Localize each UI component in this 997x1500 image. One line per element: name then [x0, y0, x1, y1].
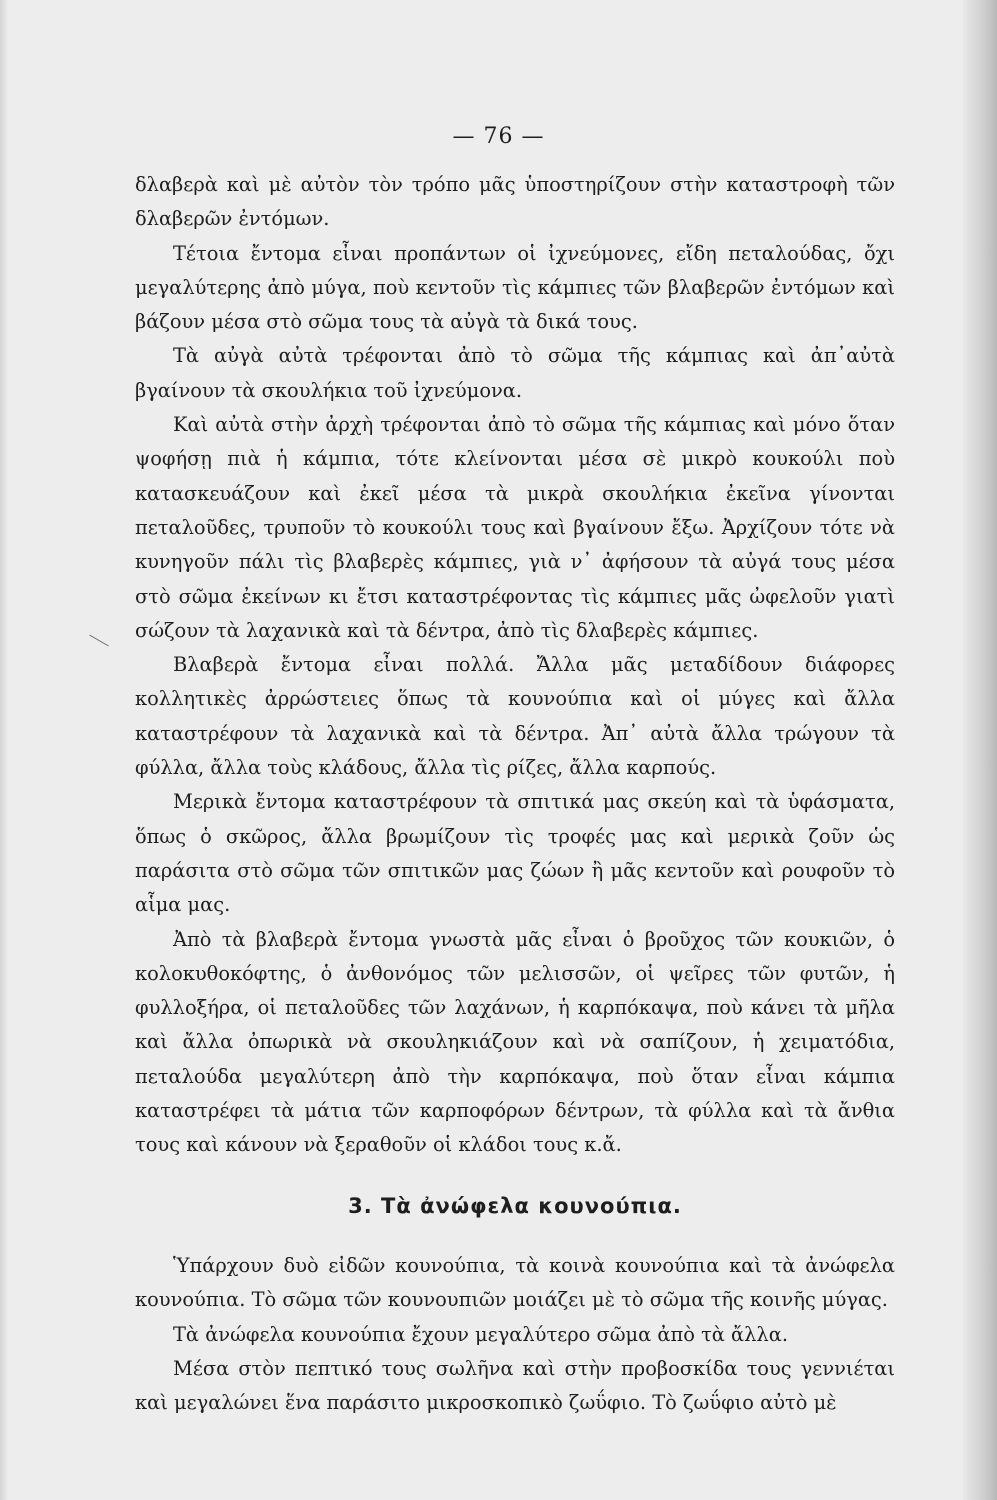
page-number: — 76 — [452, 124, 545, 149]
paragraph: Ἀπὸ τὰ βλαβερὰ ἔντομα γνωστὰ μᾶς εἶναι ὁ βροῦχος τῶν κουκιῶν, ὁ κολοκυθοκόφτης, ὁ ἀνθονόμος τῶν μελισσῶν, οἱ ψεῖρες τῶν φυτῶν, ἡ φυλλοξήρα, οἱ πεταλοῦδες τῶν λαχάνων, ἡ καρπόκαψα, ποὺ κάνει τὰ μῆλα καὶ ἄλλα ὀπωρικὰ νὰ σκουληκιάζουν καὶ νὰ σαπίζουν, ἡ χειματόδια, πεταλούδα μεγαλύτερη ἀπὸ τὴν καρπόκαψα, ποὺ ὅταν εἶναι κάμπια καταστρέφει τὰ μάτια τῶν καρποφόρων δέντρων, τὰ φύλλα καὶ τὰ ἄνθια τους καὶ κάνουν νὰ ξεραθοῦν οἱ κλάδοι τους κ.ἄ. [135, 927, 895, 1157]
paragraph: Μέσα στὸν πεπτικό τους σωλῆνα καὶ στὴν προβοσκίδα τους γεννιέται καὶ μεγαλώνει ἕνα παράσιτο μικροσκοπικὸ ζωΰφιο. Τὸ ζωΰφιο αὐτὸ μὲ [135, 1356, 895, 1415]
paragraph: Μερικὰ ἔντομα καταστρέφουν τὰ σπιτικά μας σκεύη καὶ τὰ ὑφάσματα, ὅπως ὁ σκῶρος, ἄλλα βρωμίζουν τὶς τροφές μας καὶ μερικὰ ζοῦν ὡς παράσιτα στὸ σῶμα τῶν σπιτικῶν μας ζώων ἢ μᾶς κεντοῦν καὶ ρουφοῦν τὸ αἷμα μας. [135, 790, 895, 917]
paragraph: Τὰ ἀνώφελα κουνούπια ἔχουν μεγαλύτερο σῶμα ἀπὸ τὰ ἄλλα. [173, 1322, 788, 1346]
body-text [135, 168, 895, 1420]
paragraph: Καὶ αὐτὰ στὴν ἀρχὴ τρέφονται ἀπὸ τὸ σῶμα τῆς κάμπιας καὶ μόνο ὅταν ψοφήσῃ πιὰ ἡ κάμπια, τότε κλείνονται μέσα σὲ μικρὸ κουκούλι ποὺ κατασκευάζουν καὶ ἐκεῖ μέσα τὰ μικρὰ σκουλήκια ἐκεῖνα γίνονται πεταλοῦδες, τρυποῦν τὸ κουκούλι τους καὶ βγαίνουν ἔξω. Ἀρχίζουν τότε νὰ κυνηγοῦν πάλι τὶς βλαβερὲς κάμπιες, γιὰ ν᾽ ἀφήσουν τὰ αὐγά τους μέσα στὸ σῶμα ἐκείνων κι ἔτσι καταστρέφοντας τὶς κάμπιες μᾶς ὠφελοῦν γιατὶ σώζουν τὰ λαχανικὰ καὶ τὰ δέντρα, ἀπὸ τὶς δλαβερὲς κάμπιες. [135, 413, 895, 642]
paragraph: Ὑπάρχουν δυὸ εἰδῶν κουνούπια, τὰ κοινὰ κουνούπια καὶ τὰ ἀνώφελα κουνούπια. Τὸ σῶμα τῶν κουνουπιῶν μοιάζει μὲ τὸ σῶμα τῆς κοινῆς μύγας. [135, 1253, 895, 1312]
page-left-edge-shadow [0, 0, 8, 1500]
paragraph: Τέτοια ἔντομα εἶναι προπάντων οἱ ἰχνεύμονες, εἴδη πεταλούδας, ὄχι μεγαλύτερης ἀπὸ μύγα, ποὺ κεντοῦν τὶς κάμπιες τῶν βλαβερῶν ἐντόμων καὶ βάζουν μέσα στὸ σῶμα τους τὰ αὐγὰ τὰ δικά τους. [135, 241, 895, 334]
paragraph: Βλαβερὰ ἔντομα εἶναι πολλά. Ἄλλα μᾶς μεταδίδουν διάφορες κολλητικὲς ἀρρώστειες ὅπως τὰ κουνούπια καὶ οἱ μύγες καὶ ἄλλα καταστρέφουν τὰ λαχανικὰ καὶ τὰ δέντρα. Ἀπ᾽ αὐτὰ ἄλλα τρώγουν τὰ φύλλα, ἄλλα τοὺς κλάδους, ἄλλα τὶς ρίζες, ἄλλα καρπούς. [135, 653, 895, 780]
paragraph: δλαβερὰ καὶ μὲ αὐτὸν τὸν τρόπο μᾶς ὑποστηρίζουν στὴν καταστροφὴ τῶν δλαβερῶν ἐντόμων. [135, 173, 895, 231]
section-heading: 3. Τὰ ἀνώφελα κουνούπια. [348, 1193, 682, 1218]
margin-pencil-mark [89, 635, 109, 647]
paragraph: Τὰ αὐγὰ αὐτὰ τρέφονται ἀπὸ τὸ σῶμα τῆς κάμπιας καὶ ἀπ᾽αὐτὰ βγαίνουν τὰ σκουλήκια τοῦ ἰχνεύμονα. [135, 344, 895, 402]
page-right-edge-shadow [963, 0, 997, 1500]
